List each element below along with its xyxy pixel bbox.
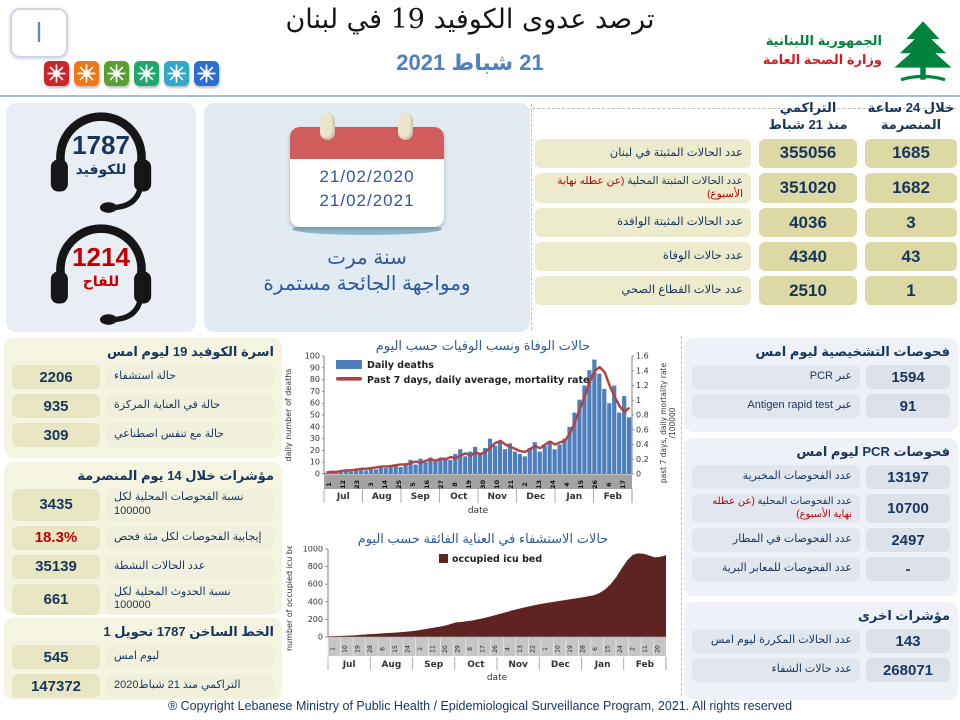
svg-text:8: 8 bbox=[466, 647, 474, 651]
svg-text:Oct: Oct bbox=[467, 660, 485, 670]
other-value: 268071 bbox=[866, 658, 950, 682]
svg-text:26: 26 bbox=[492, 645, 499, 653]
pcr-value: - bbox=[866, 557, 950, 581]
svg-text:20: 20 bbox=[309, 445, 320, 455]
indicator-label: نسبة الحدوث المحلية لكل 100000 bbox=[106, 584, 274, 616]
stat-cumulative: 355056 bbox=[759, 139, 857, 168]
svg-text:30: 30 bbox=[309, 434, 320, 444]
svg-text:19: 19 bbox=[354, 645, 362, 653]
beds-label: حالة استشفاء bbox=[106, 365, 274, 389]
diagnostic-label: عبر PCR bbox=[692, 365, 860, 389]
stats-row bbox=[535, 208, 957, 237]
svg-text:Feb: Feb bbox=[603, 492, 622, 502]
svg-text:3: 3 bbox=[367, 482, 375, 487]
svg-text:28: 28 bbox=[366, 645, 374, 653]
svg-text:16: 16 bbox=[423, 479, 431, 490]
svg-text:Past 7 days, daily average, mo: Past 7 days, daily average, mortality rate bbox=[367, 375, 590, 386]
svg-text:Nov: Nov bbox=[508, 660, 528, 670]
svg-text:200: 200 bbox=[307, 614, 323, 624]
stat-label: عدد الحالات المثبتة الوافدة bbox=[535, 208, 751, 237]
pcr-tests-section bbox=[684, 438, 958, 596]
svg-text:Dec: Dec bbox=[550, 660, 570, 670]
svg-text:17: 17 bbox=[619, 479, 627, 490]
pcr-value: 2497 bbox=[866, 528, 950, 552]
diagnostic-value: 91 bbox=[866, 394, 950, 418]
svg-text:8: 8 bbox=[451, 482, 459, 487]
svg-text:1.6: 1.6 bbox=[636, 352, 649, 361]
covid-hotline bbox=[26, 104, 176, 215]
col-header-cumulative: التراكمي منذ 21 شباط bbox=[768, 100, 848, 132]
svg-text:1000: 1000 bbox=[302, 546, 323, 554]
icu-beds-chart bbox=[282, 546, 684, 696]
svg-text:1.4: 1.4 bbox=[636, 366, 649, 376]
svg-text:Nov: Nov bbox=[487, 492, 508, 502]
page-date: 21 شباط 2021 bbox=[396, 50, 544, 75]
beds-label: حالة مع تنفس اصطناعي bbox=[106, 423, 274, 447]
other-label: عدد حالات الشفاء bbox=[692, 658, 860, 682]
covid-hotline-number: 1787 bbox=[72, 130, 130, 160]
other-indicators-title: مؤشرات اخرى bbox=[857, 608, 950, 623]
beds-row bbox=[12, 394, 274, 418]
svg-text:10: 10 bbox=[554, 645, 562, 653]
svg-text:4: 4 bbox=[563, 482, 571, 487]
stat-label: عدد الحالات المثبتة المحلية (عن عطله نهاية الأسبوع) bbox=[535, 173, 751, 203]
svg-text:90: 90 bbox=[309, 363, 320, 373]
cedar-icon bbox=[890, 15, 956, 85]
svg-text:Sep: Sep bbox=[424, 660, 444, 670]
stat-label: عدد حالات القطاع الصحي bbox=[535, 276, 751, 305]
vaccine-hotline-label: للقاح bbox=[82, 273, 120, 289]
anniversary-caption bbox=[204, 245, 530, 297]
svg-text:daily number of deaths: daily number of deaths bbox=[284, 368, 293, 462]
svg-text:Oct: Oct bbox=[450, 492, 468, 502]
svg-text:Jul: Jul bbox=[336, 492, 350, 502]
caption-line2: ومواجهة الجائحة مستمرة bbox=[263, 273, 471, 295]
svg-text:100: 100 bbox=[304, 352, 320, 361]
svg-text:50: 50 bbox=[309, 410, 320, 420]
stats-24h-table bbox=[535, 100, 957, 332]
pcr-label: عدد الفحوصات المحلية (عن عطله نهاية الأسبوع) bbox=[692, 494, 860, 523]
pcr-row bbox=[692, 528, 950, 552]
svg-text:0: 0 bbox=[317, 632, 323, 642]
calendar-peg bbox=[320, 113, 335, 140]
stat-24h: 1685 bbox=[865, 139, 957, 168]
svg-text:1: 1 bbox=[329, 647, 337, 651]
virus-icons-row bbox=[44, 61, 219, 86]
svg-text:6: 6 bbox=[379, 647, 387, 651]
stats-row bbox=[535, 173, 957, 203]
beds-value: 935 bbox=[12, 394, 100, 418]
pcr-tests-title: فحوصات PCR ليوم امس bbox=[796, 444, 950, 459]
other-row bbox=[692, 629, 950, 653]
svg-text:15: 15 bbox=[604, 645, 612, 653]
svg-text:11: 11 bbox=[429, 645, 437, 653]
hotline-panel bbox=[6, 103, 196, 332]
diagnostic-row bbox=[692, 394, 950, 418]
stats-header-row bbox=[535, 100, 957, 134]
svg-text:27: 27 bbox=[437, 479, 445, 490]
other-value: 143 bbox=[866, 629, 950, 653]
indicator-row bbox=[12, 526, 274, 550]
vaccine-hotline bbox=[26, 216, 176, 327]
pcr-row bbox=[692, 465, 950, 489]
svg-text:17: 17 bbox=[479, 645, 487, 653]
diagnostic-label: عبر Antigen rapid test bbox=[692, 394, 860, 418]
diagnostic-tests-section bbox=[684, 338, 958, 432]
svg-text:14: 14 bbox=[381, 479, 389, 490]
virus-icon bbox=[44, 61, 69, 86]
stat-cumulative: 4340 bbox=[759, 242, 857, 271]
indicator-value: 3435 bbox=[12, 489, 100, 521]
beds-row bbox=[12, 365, 274, 389]
svg-text:Jan: Jan bbox=[566, 492, 583, 502]
svg-text:1: 1 bbox=[636, 395, 642, 405]
indicator-label: نسبة الفحوصات المحلية لكل 100000 bbox=[106, 489, 274, 521]
pcr-row bbox=[692, 557, 950, 581]
svg-text:0.2: 0.2 bbox=[636, 454, 649, 464]
svg-text:date: date bbox=[486, 673, 508, 683]
virus-icon bbox=[164, 61, 189, 86]
svg-text:10: 10 bbox=[341, 645, 349, 653]
svg-text:40: 40 bbox=[309, 422, 320, 432]
svg-text:10: 10 bbox=[309, 457, 320, 467]
svg-text:26: 26 bbox=[591, 479, 599, 490]
other-indicators-section bbox=[684, 602, 958, 700]
indicator-row bbox=[12, 555, 274, 579]
svg-text:12: 12 bbox=[339, 479, 347, 490]
diagnostic-value: 1594 bbox=[866, 365, 950, 389]
stat-cumulative: 4036 bbox=[759, 208, 857, 237]
anniversary-panel bbox=[204, 103, 530, 332]
svg-text:Aug: Aug bbox=[381, 660, 402, 670]
svg-text:Jul: Jul bbox=[342, 660, 356, 670]
svg-text:400: 400 bbox=[307, 597, 323, 607]
svg-text:20: 20 bbox=[441, 645, 449, 653]
calendar-peg bbox=[398, 113, 413, 140]
stats-row bbox=[535, 242, 957, 271]
caption-line1: سنة مرت bbox=[327, 247, 407, 269]
svg-text:25: 25 bbox=[395, 479, 403, 490]
svg-text:1: 1 bbox=[325, 482, 333, 487]
page-title: ترصد عدوى الكوفيد 19 في لبنان bbox=[285, 4, 655, 35]
svg-text:Feb: Feb bbox=[635, 660, 655, 670]
moph-logo bbox=[752, 8, 956, 92]
svg-text:occupied icu bed: occupied icu bed bbox=[452, 554, 543, 565]
indicator-label: إيجابية الفحوصات لكل مئة فحص bbox=[106, 526, 274, 550]
hotline-value: 545 bbox=[12, 645, 100, 669]
svg-text:70: 70 bbox=[309, 386, 320, 396]
stat-24h: 3 bbox=[865, 208, 957, 237]
indicator-row bbox=[12, 584, 274, 616]
svg-text:19: 19 bbox=[465, 479, 473, 490]
hotline-row bbox=[12, 645, 274, 669]
hotline-row bbox=[12, 674, 274, 698]
svg-text:28: 28 bbox=[579, 645, 587, 653]
beds-label: حالة في العناية المركزة bbox=[106, 394, 274, 418]
svg-text:10: 10 bbox=[493, 479, 501, 490]
other-label: عدد الحالات المكررة ليوم امس bbox=[692, 629, 860, 653]
indicator-value-positivity: 18.3% bbox=[12, 526, 100, 550]
svg-text:13: 13 bbox=[535, 479, 543, 490]
ministry-name: وزارة الصحة العامة bbox=[762, 52, 882, 67]
hotline-label: التراكمي منذ 21 شباط2020 bbox=[106, 674, 274, 698]
hotline-section bbox=[4, 618, 282, 700]
virus-icon bbox=[104, 61, 129, 86]
pcr-row bbox=[692, 494, 950, 523]
svg-text:1.2: 1.2 bbox=[636, 381, 649, 390]
svg-text:20: 20 bbox=[654, 645, 662, 653]
deaths-mortality-chart bbox=[282, 352, 684, 530]
svg-text:date: date bbox=[467, 506, 489, 516]
beds-section bbox=[4, 338, 282, 458]
svg-text:24: 24 bbox=[617, 645, 625, 653]
svg-text:Jan: Jan bbox=[594, 660, 611, 670]
slide-id-box: ا bbox=[10, 8, 68, 58]
diagnostic-tests-title: فحوصات التشخيصية ليوم امس bbox=[755, 344, 950, 359]
pcr-label: عدد الفحوصات المخبرية bbox=[692, 465, 860, 489]
indicator-row bbox=[12, 489, 274, 521]
dashed-divider bbox=[531, 104, 532, 330]
svg-text:Aug: Aug bbox=[371, 492, 392, 502]
stats-row bbox=[535, 139, 957, 168]
svg-text:/100000: /100000 bbox=[668, 407, 677, 439]
other-row bbox=[692, 658, 950, 682]
stat-24h: 1 bbox=[865, 276, 957, 305]
stat-24h: 43 bbox=[865, 242, 957, 271]
covid-hotline-label: للكوفيد bbox=[75, 161, 127, 177]
beds-row bbox=[12, 423, 274, 447]
diagnostic-row bbox=[692, 365, 950, 389]
hotline-label: ليوم امس bbox=[106, 645, 274, 669]
virus-icon bbox=[74, 61, 99, 86]
svg-text:Sep: Sep bbox=[410, 492, 430, 502]
svg-text:Dec: Dec bbox=[526, 492, 546, 502]
svg-text:15: 15 bbox=[391, 645, 399, 653]
hotline-value: 147372 bbox=[12, 674, 100, 698]
stat-label: عدد حالات الوفاة bbox=[535, 242, 751, 271]
indicator-value: 661 bbox=[12, 584, 100, 616]
svg-text:15: 15 bbox=[577, 479, 585, 490]
svg-text:80: 80 bbox=[309, 375, 320, 385]
svg-text:past 7 days, daily mortality r: past 7 days, daily mortality rate bbox=[659, 362, 668, 484]
icu-chart-title: حالات الاستشفاء في العناية الفائقة حسب اليوم bbox=[357, 531, 609, 546]
calendar-dates bbox=[290, 165, 444, 213]
calendar-icon bbox=[282, 111, 452, 239]
svg-text:Daily deaths: Daily deaths bbox=[367, 360, 434, 371]
calendar-header bbox=[290, 127, 444, 159]
svg-text:0.6: 0.6 bbox=[636, 425, 649, 435]
svg-text:0: 0 bbox=[636, 469, 642, 479]
svg-text:13: 13 bbox=[517, 645, 525, 653]
stat-cumulative: 351020 bbox=[759, 173, 857, 203]
svg-text:2: 2 bbox=[521, 482, 529, 487]
svg-text:29: 29 bbox=[454, 645, 462, 653]
header-divider bbox=[0, 95, 960, 97]
deaths-chart-title: حالات الوفاة ونسب الوفيات حسب اليوم bbox=[375, 338, 591, 353]
virus-icon bbox=[134, 61, 159, 86]
svg-text:0.4: 0.4 bbox=[636, 440, 649, 449]
svg-text:4: 4 bbox=[504, 647, 512, 651]
svg-text:6: 6 bbox=[605, 482, 613, 487]
svg-text:24: 24 bbox=[404, 645, 412, 653]
svg-text:0: 0 bbox=[314, 469, 320, 479]
stat-24h: 1682 bbox=[865, 173, 957, 203]
svg-text:24: 24 bbox=[549, 479, 557, 490]
svg-text:21: 21 bbox=[507, 479, 515, 490]
beds-section-title: اسرة الكوفيد 19 ليوم امس bbox=[106, 344, 274, 359]
beds-value: 2206 bbox=[12, 365, 100, 389]
pcr-value: 10700 bbox=[866, 494, 950, 523]
svg-text:2: 2 bbox=[629, 647, 637, 651]
svg-text:800: 800 bbox=[307, 562, 323, 572]
copyright-text: ® Copyright Lebanese Ministry of Public Health / Epidemiological Surveillance Program, 2021. All rights reserved bbox=[167, 699, 793, 713]
indicator-label: عدد الحالات النشطة bbox=[106, 555, 274, 579]
vaccine-hotline-number: 1214 bbox=[72, 242, 130, 272]
col-header-24h: خلال 24 ساعة المنصرمة bbox=[867, 100, 955, 132]
pcr-label: عدد الفحوصات في المطار bbox=[692, 528, 860, 552]
pcr-label: عدد الفحوصات للمعابر البرية bbox=[692, 557, 860, 581]
hotline-section-title: الخط الساخن 1787 تحويل 1 bbox=[103, 624, 274, 639]
stats-row bbox=[535, 276, 957, 305]
svg-text:30: 30 bbox=[479, 479, 487, 490]
svg-text:6: 6 bbox=[592, 647, 600, 651]
svg-text:11: 11 bbox=[642, 645, 650, 653]
stat-cumulative: 2510 bbox=[759, 276, 857, 305]
svg-text:0.8: 0.8 bbox=[636, 410, 649, 420]
svg-text:23: 23 bbox=[353, 479, 361, 490]
svg-text:2: 2 bbox=[416, 647, 424, 651]
date-from: 21/02/2020 bbox=[319, 167, 415, 186]
indicators-14d-title: مؤشرات خلال 14 يوم المنصرمة bbox=[77, 468, 274, 483]
stat-label: عدد الحالات المثبتة في لبنان bbox=[535, 139, 751, 168]
svg-text:1: 1 bbox=[542, 647, 550, 651]
svg-text:22: 22 bbox=[529, 645, 537, 653]
virus-icon bbox=[194, 61, 219, 86]
svg-text:600: 600 bbox=[307, 579, 323, 589]
republic-name: الجمهورية اللبنانية bbox=[765, 32, 882, 48]
svg-text:number of occupied icu beds: number of occupied icu beds bbox=[285, 546, 294, 652]
date-to: 21/02/2021 bbox=[319, 190, 415, 210]
svg-text:60: 60 bbox=[309, 398, 320, 408]
svg-text:5: 5 bbox=[409, 482, 417, 487]
moph-logo-text bbox=[763, 31, 882, 70]
indicator-value: 35139 bbox=[12, 555, 100, 579]
beds-value: 309 bbox=[12, 423, 100, 447]
pcr-value: 13197 bbox=[866, 465, 950, 489]
indicators-14d-section bbox=[4, 462, 282, 614]
svg-text:19: 19 bbox=[567, 645, 575, 653]
